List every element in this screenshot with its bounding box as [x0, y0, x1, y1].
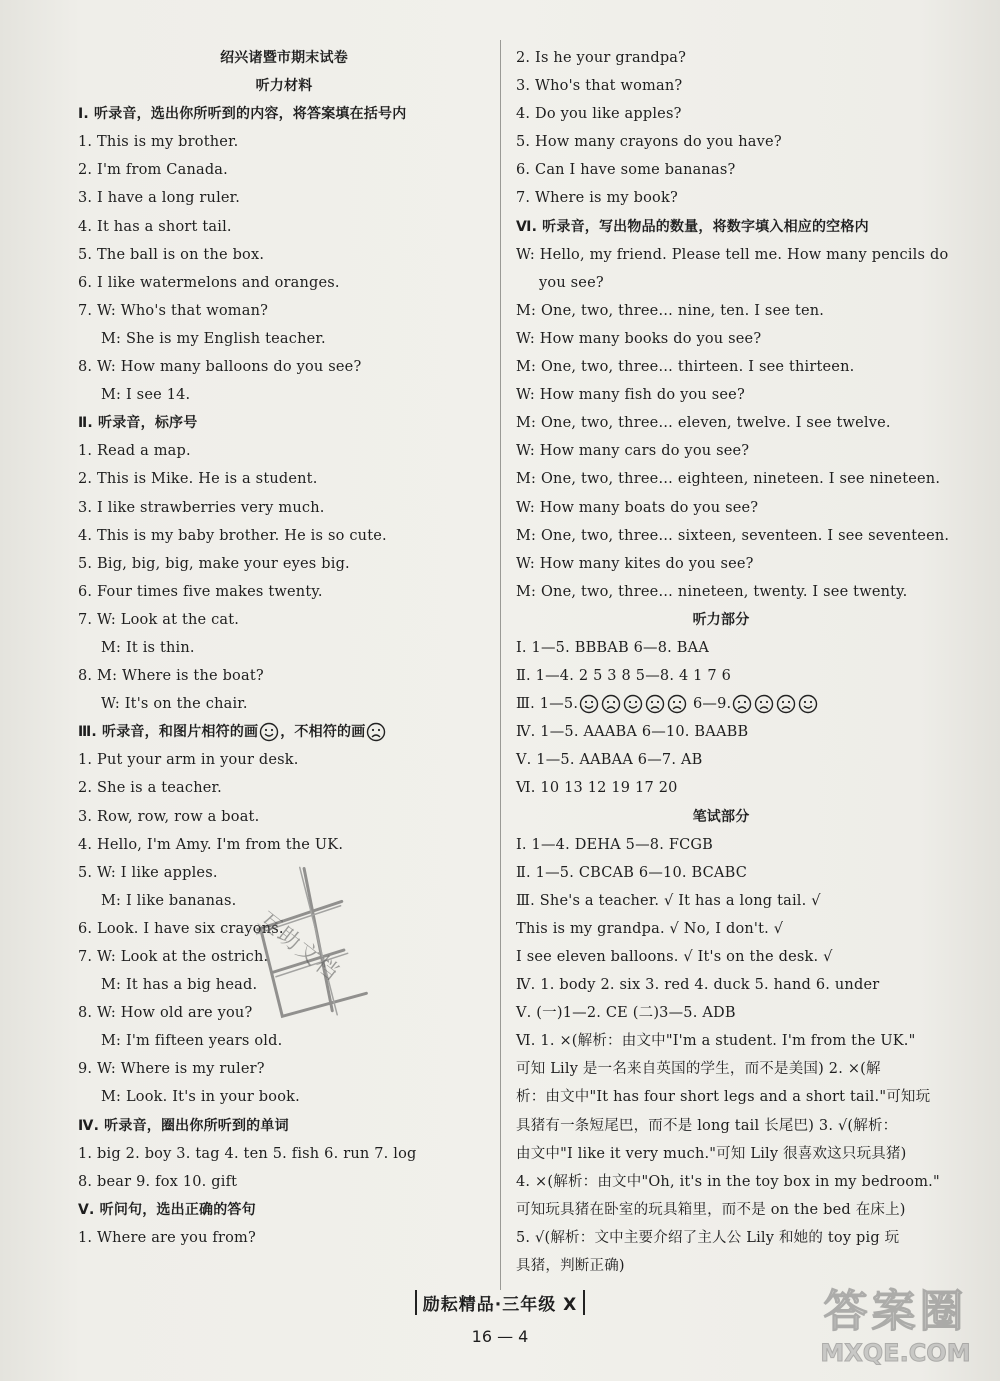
- line-text: Ⅳ. 1—5. AAABA 6—10. BAABB: [516, 724, 749, 741]
- line-text: Ⅱ. 1—5. CBCAB 6—10. BCABC: [516, 864, 747, 881]
- line-text: 8. W: How old are you?: [78, 1005, 253, 1022]
- line-text: M: It has a big head.: [101, 977, 258, 994]
- right-text-line: [516, 156, 926, 184]
- line-text: 1. big 2. boy 3. tag 4. ten 5. fish 6. run 7. log: [78, 1145, 417, 1162]
- line-text: Ⅴ. (一)1—2. CE (二)3—5. ADB: [516, 1005, 736, 1022]
- sad-face-icon: [601, 694, 621, 714]
- right-text-line: [516, 1027, 926, 1055]
- left-text-line: [78, 353, 490, 381]
- line-text: 6. Look. I have six crayons.: [78, 920, 284, 937]
- stamp-text: 互助文档: [253, 907, 345, 987]
- line-text: Ⅵ. 听录音，写出物品的数量，将数字填入相应的空格内: [516, 218, 869, 235]
- sad-face-icon: [667, 694, 687, 714]
- smiley-face-icon: [579, 694, 599, 714]
- right-text-line: [516, 887, 926, 915]
- line-text: W: How many boats do you see?: [516, 499, 759, 516]
- right-text-line: [516, 971, 926, 999]
- right-text-line: [516, 100, 926, 128]
- line-text: M: It is thin.: [101, 639, 195, 656]
- line-text: 2. I'm from Canada.: [78, 162, 228, 179]
- line-text: 3. I like strawberries very much.: [78, 499, 325, 516]
- line-text: 1. Where are you from?: [78, 1229, 256, 1246]
- line-text: you see?: [539, 274, 604, 291]
- line-text: 1. This is my brother.: [78, 134, 239, 151]
- right-text-line: [516, 437, 926, 465]
- right-text-line: [516, 465, 941, 493]
- line-text: 7. W: Who's that woman?: [78, 302, 269, 319]
- line-text: M: I like bananas.: [101, 892, 237, 909]
- right-text-line: [516, 241, 949, 269]
- line-text: M: I'm fifteen years old.: [101, 1033, 283, 1050]
- right-text-line: [516, 1196, 926, 1224]
- line-text: M: One, two, three… eleven, twelve. I see twelve.: [516, 415, 891, 432]
- sad-face-icon: [776, 694, 796, 714]
- left-text-line: [78, 550, 490, 578]
- line-text: 绍兴诸暨市期末试卷: [220, 50, 348, 66]
- line-text: W: How many books do you see?: [516, 330, 762, 347]
- line-text: 3. I have a long ruler.: [78, 190, 241, 207]
- line-text: 2. This is Mike. He is a student.: [78, 471, 318, 488]
- right-text-line: [516, 72, 926, 100]
- right-text-line: [516, 999, 926, 1027]
- line-text: 4. ×(解析：由文中"Oh, it's in the toy box in my bedroom.": [516, 1173, 940, 1190]
- line-text: Ⅲ. She's a teacher. √ It has a long tail. √: [516, 892, 821, 909]
- sad-face-icon: [366, 722, 386, 742]
- left-text-line: [78, 1224, 490, 1252]
- line-text: 7. W: Look at the ostrich.: [78, 949, 269, 965]
- sad-face-icon: [645, 694, 665, 714]
- line-text: Ⅱ. 听录音，标序号: [78, 415, 198, 432]
- line-text: 6. Can I have some bananas?: [516, 162, 736, 179]
- left-text-line: [78, 269, 490, 297]
- line-text: 8. bear 9. fox 10. gift: [78, 1173, 238, 1190]
- left-text-line: [78, 634, 490, 662]
- line-text: 可知 Lily 是一名来自英国的学生，而不是美国) 2. ×(解: [516, 1061, 881, 1078]
- smiley-face-icon: [259, 722, 279, 742]
- line-text: 2. She is a teacher.: [78, 780, 222, 797]
- right-text-line: [516, 1083, 931, 1111]
- line-text: 5. Big, big, big, make your eyes big.: [78, 555, 350, 572]
- line-text: 4. Hello, I'm Amy. I'm from the UK.: [78, 836, 344, 853]
- watermark-url: MXQE.COM: [820, 1339, 971, 1367]
- line-text: 5. √(解析：文中主要介绍了主人公 Lily 和她的 toy pig 玩: [516, 1229, 900, 1246]
- left-text-line: [78, 803, 490, 831]
- line-text: Ⅰ. 1—5. BBBAB 6—8. BAA: [516, 639, 709, 656]
- left-text-line: [78, 718, 490, 746]
- left-text-line: [78, 128, 490, 156]
- line-text: Ⅴ. 听问句，选出正确的答句: [78, 1201, 256, 1218]
- left-text-line: [78, 437, 490, 465]
- right-text-line: [516, 213, 926, 241]
- left-text-line: [78, 746, 490, 774]
- line-text: M: One, two, three… eighteen, nineteen. I see nineteen.: [516, 471, 941, 488]
- right-text-line: [516, 1140, 926, 1168]
- right-text-line: [516, 409, 926, 437]
- sad-face-icon: [754, 694, 774, 714]
- right-text-line: [516, 690, 926, 718]
- left-text-line: [78, 184, 490, 212]
- left-text-line: [78, 690, 490, 718]
- right-column: [516, 44, 950, 1280]
- left-text-line: [78, 1112, 490, 1140]
- line-text: M: One, two, three… nine, ten. I see ten.: [516, 302, 825, 319]
- right-text-line: [516, 1224, 926, 1252]
- line-text: W: How many fish do you see?: [516, 387, 745, 404]
- left-text-line: [78, 1196, 490, 1224]
- line-text: 3. Row, row, row a boat.: [78, 808, 260, 825]
- right-text-line: [516, 1168, 940, 1196]
- line-text: 笔试部分: [692, 808, 750, 825]
- line-text: 听力部分: [692, 611, 750, 628]
- line-text: 6. Four times five makes twenty.: [78, 583, 323, 600]
- left-text-line: [78, 156, 490, 184]
- line-text: W: How many kites do you see?: [516, 555, 754, 572]
- smiley-face-icon: [623, 694, 643, 714]
- right-text-line: [516, 1112, 926, 1140]
- right-text-line: [516, 1055, 926, 1083]
- line-text: Ⅰ. 1—4. DEHA 5—8. FCGB: [516, 836, 714, 853]
- right-text-line: [516, 550, 926, 578]
- line-text: W: It's on the chair.: [101, 696, 248, 713]
- right-text-line: [516, 718, 926, 746]
- footer-book-title: 励耘精品·三年级 X: [415, 1290, 585, 1315]
- left-text-line: [78, 72, 490, 100]
- left-text-line: [78, 578, 490, 606]
- line-text: This is my grandpa. √ No, I don't. √: [516, 920, 784, 937]
- line-text: M: One, two, three… nineteen, twenty. I see twenty.: [516, 583, 908, 600]
- line-text: 具猪有一条短尾巴，而不是 long tail 长尾巴) 3. √(解析：: [516, 1117, 898, 1134]
- line-text: 可知玩具猪在卧室的玩具箱里，而不是 on the bed 在床上): [516, 1201, 906, 1218]
- right-text-line: [516, 494, 926, 522]
- line-text: Ⅵ. 1. ×(解析：由文中"I'm a student. I'm from the UK.": [516, 1033, 916, 1050]
- right-text-line: [516, 634, 926, 662]
- line-text: W: Hello, my friend. Please tell me. How many pencils do: [516, 246, 949, 263]
- line-text: Ⅰ. 听录音，选出你所听到的内容，将答案填在括号内: [78, 106, 407, 123]
- line-text: Ⅳ. 听录音，圈出你所听到的单词: [78, 1117, 289, 1134]
- left-column: [78, 44, 490, 1252]
- left-text-line: [78, 774, 490, 802]
- right-text-line: [516, 381, 926, 409]
- line-text: 4. It has a short tail.: [78, 218, 232, 235]
- left-text-line: [78, 213, 490, 241]
- line-text: 2. Is he your grandpa?: [516, 50, 687, 66]
- left-text-line: [78, 494, 490, 522]
- left-text-line: [78, 662, 490, 690]
- line-text: 析：由文中"It has four short legs and a short tail."可知玩: [516, 1089, 931, 1106]
- line-text: 5. How many crayons do you have?: [516, 134, 782, 151]
- right-text-line: [516, 353, 926, 381]
- right-text-line: [516, 44, 926, 72]
- left-text-line: [78, 606, 490, 634]
- line-text: M: One, two, three… thirteen. I see thirteen.: [516, 359, 855, 376]
- line-text-after: 6—9.: [688, 696, 732, 713]
- line-text: 5. W: I like apples.: [78, 864, 218, 881]
- right-text-line: [516, 269, 926, 297]
- right-text-line: [516, 606, 926, 634]
- line-text: 听力材料: [255, 78, 313, 95]
- line-text: 1. Read a map.: [78, 443, 191, 460]
- right-text-line: [516, 662, 926, 690]
- line-text: 3. Who's that woman?: [516, 78, 683, 95]
- line-text: 4. Do you like apples?: [516, 106, 682, 123]
- smiley-face-icon: [798, 694, 818, 714]
- line-text: 9. W: Where is my ruler?: [78, 1061, 265, 1078]
- left-text-line: [78, 1055, 490, 1083]
- right-text-line: [516, 325, 926, 353]
- right-text-line: [516, 297, 926, 325]
- right-text-line: [516, 943, 926, 971]
- line-text: 6. I like watermelons and oranges.: [78, 274, 340, 291]
- line-text: M: Look. It's in your book.: [101, 1089, 300, 1106]
- line-text: Ⅵ. 10 13 12 19 17 20: [516, 780, 678, 797]
- left-text-line: [78, 1168, 490, 1196]
- left-text-line: [78, 241, 490, 269]
- line-text: Ⅴ. 1—5. AABAA 6—7. AB: [516, 752, 703, 769]
- right-text-line: [516, 184, 926, 212]
- right-text-line: [516, 803, 926, 831]
- left-text-line: [78, 409, 490, 437]
- line-text: 8. W: How many balloons do you see?: [78, 359, 362, 376]
- watermark-title: 答案圈: [823, 1286, 968, 1337]
- left-text-line: [78, 1083, 490, 1111]
- line-text: W: How many cars do you see?: [516, 443, 750, 460]
- left-text-line: [78, 522, 490, 550]
- line-text: Ⅳ. 1. body 2. six 3. red 4. duck 5. hand 6. under: [516, 977, 880, 994]
- line-text: Ⅲ. 听录音，和图片相符的画: [78, 724, 259, 741]
- line-text: Ⅱ. 1—4. 2 5 3 8 5—8. 4 1 7 6: [516, 668, 732, 685]
- right-text-line: [516, 128, 926, 156]
- left-text-line: [78, 465, 490, 493]
- sad-face-icon: [732, 694, 752, 714]
- left-text-line: [78, 44, 490, 72]
- left-text-line: [78, 325, 490, 353]
- column-divider: [500, 40, 501, 1290]
- right-text-line: [516, 831, 926, 859]
- left-text-line: [78, 381, 490, 409]
- right-text-line: [516, 859, 926, 887]
- line-text: 1. Put your arm in your desk.: [78, 752, 299, 769]
- right-text-line: [516, 578, 926, 606]
- right-text-line: [516, 522, 950, 550]
- left-text-line: [78, 1140, 490, 1168]
- left-text-line: [78, 100, 490, 128]
- left-text-line: [78, 831, 490, 859]
- line-text: 4. This is my baby brother. He is so cute.: [78, 527, 387, 544]
- line-text: Ⅲ. 1—5.: [516, 696, 579, 713]
- line-text-after: ，不相符的画: [280, 724, 366, 741]
- line-text: I see eleven balloons. √ It's on the desk. √: [516, 949, 833, 965]
- right-text-line: [516, 746, 926, 774]
- line-text: 8. M: Where is the boat?: [78, 668, 264, 685]
- line-text: 7. Where is my book?: [516, 190, 678, 207]
- page-footer: [0, 1290, 1000, 1346]
- line-text: M: She is my English teacher.: [101, 330, 326, 347]
- footer-page-number: 16 — 4: [471, 1327, 529, 1346]
- line-text: M: I see 14.: [101, 387, 191, 404]
- line-text: 由文中"I like it very much."可知 Lily 很喜欢这只玩具猪): [516, 1145, 907, 1162]
- line-text: M: One, two, three… sixteen, seventeen. I see seventeen.: [516, 527, 950, 544]
- right-text-line: [516, 915, 926, 943]
- left-text-line: [78, 297, 490, 325]
- right-text-line: [516, 774, 926, 802]
- line-text: 具猪，判断正确): [516, 1258, 625, 1275]
- line-text: 7. W: Look at the cat.: [78, 611, 240, 628]
- line-text: 5. The ball is on the box.: [78, 246, 265, 263]
